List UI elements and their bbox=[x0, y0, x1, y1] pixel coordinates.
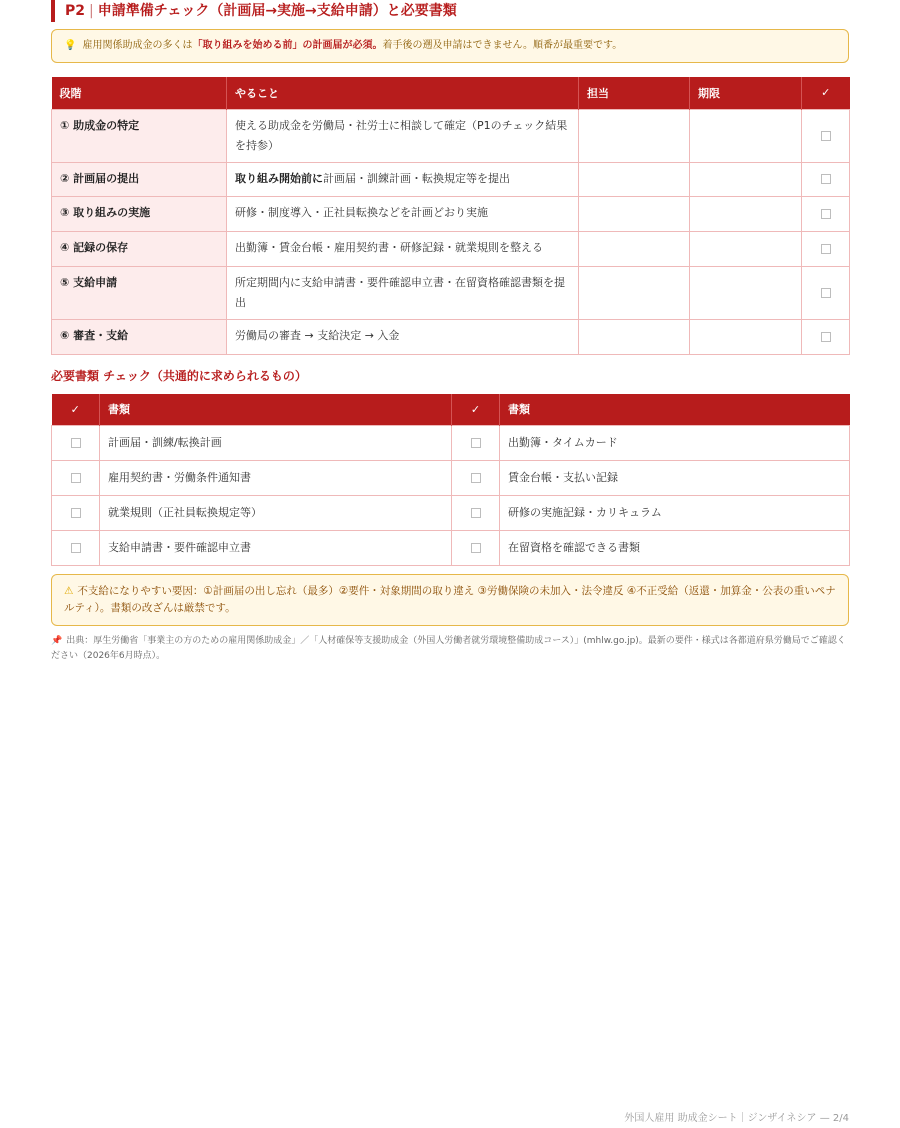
task-cell bbox=[227, 162, 579, 196]
owner-cell[interactable] bbox=[579, 109, 690, 162]
task-text: 使える助成金を労働局・社労士に相談して確定（P1のチェック結果を持参） bbox=[235, 118, 568, 152]
task-cell bbox=[227, 231, 579, 266]
checkbox[interactable] bbox=[471, 473, 481, 483]
checkbox[interactable] bbox=[71, 508, 81, 518]
deadline-cell[interactable] bbox=[690, 109, 802, 162]
checkbox[interactable] bbox=[821, 174, 831, 184]
check-cell bbox=[802, 196, 850, 231]
check-cell bbox=[52, 496, 100, 531]
task-text: 労働局の審査 → 支給決定 → 入金 bbox=[235, 328, 400, 342]
check-cell bbox=[52, 531, 100, 566]
table-row bbox=[52, 162, 850, 196]
info-note bbox=[51, 29, 849, 63]
check-cell bbox=[802, 231, 850, 266]
col-stage-header: 段階 bbox=[52, 77, 227, 109]
page-code: P2 bbox=[65, 3, 86, 19]
deadline-cell[interactable] bbox=[690, 266, 802, 319]
table-row bbox=[52, 196, 850, 231]
stage-cell: ② 計画届の提出 bbox=[52, 162, 227, 196]
warning-text: 不支給になりやすい要因：①計画届の出し忘れ（最多）②要件・対象期間の取り違え ③労働保険の未加入・法令違反 ④不正受給（返還・加算金・公表の重いペナルティ）。書類の改ざんは厳禁です。 bbox=[64, 585, 836, 614]
task-text: 所定期間内に支給申請書・要件確認申立書・在留資格確認書類を提出 bbox=[235, 275, 565, 309]
check-cell bbox=[802, 109, 850, 162]
page-title bbox=[51, 0, 849, 22]
stage-cell: ⑤ 支給申請 bbox=[52, 266, 227, 319]
stage-cell: ④ 記録の保存 bbox=[52, 231, 227, 266]
col-doc-header: 書類 bbox=[500, 394, 850, 426]
title-separator: | bbox=[89, 3, 94, 19]
check-cell bbox=[802, 266, 850, 319]
doc-cell: 計画届・訓練/転換計画 bbox=[100, 426, 452, 461]
owner-cell[interactable] bbox=[579, 231, 690, 266]
checkbox[interactable] bbox=[821, 244, 831, 254]
page bbox=[51, 0, 849, 664]
table-row bbox=[52, 531, 850, 566]
task-cell bbox=[227, 266, 579, 319]
doc-cell: 賃金台帳・支払い記録 bbox=[500, 461, 850, 496]
checkbox[interactable] bbox=[821, 288, 831, 298]
page-title-text: 申請準備チェック（計画届→実施→支給申請）と必要書類 bbox=[97, 3, 457, 19]
page-footer: 外国人雇用 助成金シート｜ジンザイネシア — 2/4 bbox=[624, 1113, 849, 1124]
stage-cell: ① 助成金の特定 bbox=[52, 109, 227, 162]
task-cell bbox=[227, 196, 579, 231]
table-row bbox=[52, 231, 850, 266]
source-text: 出典：厚生労働省「事業主の方のための雇用関係助成金」／「人材確保等支援助成金（外国人労働者就労環境整備助成コース）」(mhlw.go.jp)。最新の要件・様式は各都道府県労働局でご確認ください（2026年6月時点）。 bbox=[51, 636, 846, 661]
checkbox[interactable] bbox=[471, 508, 481, 518]
task-emphasis: 取り組み開始前に bbox=[235, 171, 323, 185]
task-text: 計画届・訓練計画・転換規定等を提出 bbox=[323, 171, 510, 185]
docs-table bbox=[51, 394, 850, 567]
deadline-cell[interactable] bbox=[690, 162, 802, 196]
note-suffix: 着手後の遡及申請はできません。順番が最重要です。 bbox=[382, 40, 623, 51]
checkbox[interactable] bbox=[71, 473, 81, 483]
owner-cell[interactable] bbox=[579, 196, 690, 231]
checkbox[interactable] bbox=[71, 543, 81, 553]
task-text: 出勤簿・賃金台帳・雇用契約書・研修記録・就業規則を整える bbox=[235, 240, 543, 254]
owner-cell[interactable] bbox=[579, 319, 690, 354]
stage-cell: ③ 取り組みの実施 bbox=[52, 196, 227, 231]
table-row bbox=[52, 426, 850, 461]
docs-header-row bbox=[52, 394, 850, 426]
deadline-cell[interactable] bbox=[690, 319, 802, 354]
checkbox[interactable] bbox=[471, 438, 481, 448]
owner-cell[interactable] bbox=[579, 162, 690, 196]
warning-icon: ⚠ bbox=[64, 585, 74, 597]
col-deadline-header: 期限 bbox=[690, 77, 802, 109]
checkbox[interactable] bbox=[821, 131, 831, 141]
check-cell bbox=[452, 531, 500, 566]
checkbox[interactable] bbox=[821, 332, 831, 342]
docs-title: 必要書類 チェック（共通的に求められるもの） bbox=[51, 368, 307, 383]
deadline-cell[interactable] bbox=[690, 231, 802, 266]
table-row bbox=[52, 461, 850, 496]
check-cell bbox=[52, 461, 100, 496]
doc-cell: 支給申請書・要件確認申立書 bbox=[100, 531, 452, 566]
col-owner-header: 担当 bbox=[579, 77, 690, 109]
check-cell bbox=[452, 496, 500, 531]
stage-cell: ⑥ 審査・支給 bbox=[52, 319, 227, 354]
doc-cell: 出勤簿・タイムカード bbox=[500, 426, 850, 461]
table-row bbox=[52, 319, 850, 354]
check-cell bbox=[802, 319, 850, 354]
doc-cell: 研修の実施記録・カリキュラム bbox=[500, 496, 850, 531]
check-cell bbox=[802, 162, 850, 196]
checkbox[interactable] bbox=[821, 209, 831, 219]
table-row bbox=[52, 496, 850, 531]
note-prefix: 雇用関係助成金の多くは bbox=[82, 40, 193, 51]
table-row bbox=[52, 109, 850, 162]
col-check-header: ✓ bbox=[52, 394, 100, 426]
check-cell bbox=[452, 426, 500, 461]
task-cell bbox=[227, 319, 579, 354]
check-cell bbox=[52, 426, 100, 461]
task-cell bbox=[227, 109, 579, 162]
col-check-header: ✓ bbox=[452, 394, 500, 426]
doc-cell: 雇用契約書・労働条件通知書 bbox=[100, 461, 452, 496]
checkbox[interactable] bbox=[71, 438, 81, 448]
lightbulb-icon: 💡 bbox=[64, 40, 77, 51]
deadline-cell[interactable] bbox=[690, 196, 802, 231]
pushpin-icon: 📌 bbox=[51, 636, 63, 646]
doc-cell: 在留資格を確認できる書類 bbox=[500, 531, 850, 566]
owner-cell[interactable] bbox=[579, 266, 690, 319]
table-row bbox=[52, 266, 850, 319]
note-emphasis: 「取り組みを始める前」の計画届が必須。 bbox=[192, 40, 383, 51]
check-cell bbox=[452, 461, 500, 496]
task-text: 研修・制度導入・正社員転換などを計画どおり実施 bbox=[235, 205, 488, 219]
steps-table bbox=[51, 77, 850, 355]
doc-cell: 就業規則（正社員転換規定等） bbox=[100, 496, 452, 531]
steps-header-row bbox=[52, 77, 850, 109]
col-doc-header: 書類 bbox=[100, 394, 452, 426]
col-check-header: ✓ bbox=[802, 77, 850, 109]
checkbox[interactable] bbox=[471, 543, 481, 553]
col-task-header: やること bbox=[227, 77, 579, 109]
warning-box bbox=[51, 574, 849, 626]
source-note bbox=[51, 634, 849, 664]
